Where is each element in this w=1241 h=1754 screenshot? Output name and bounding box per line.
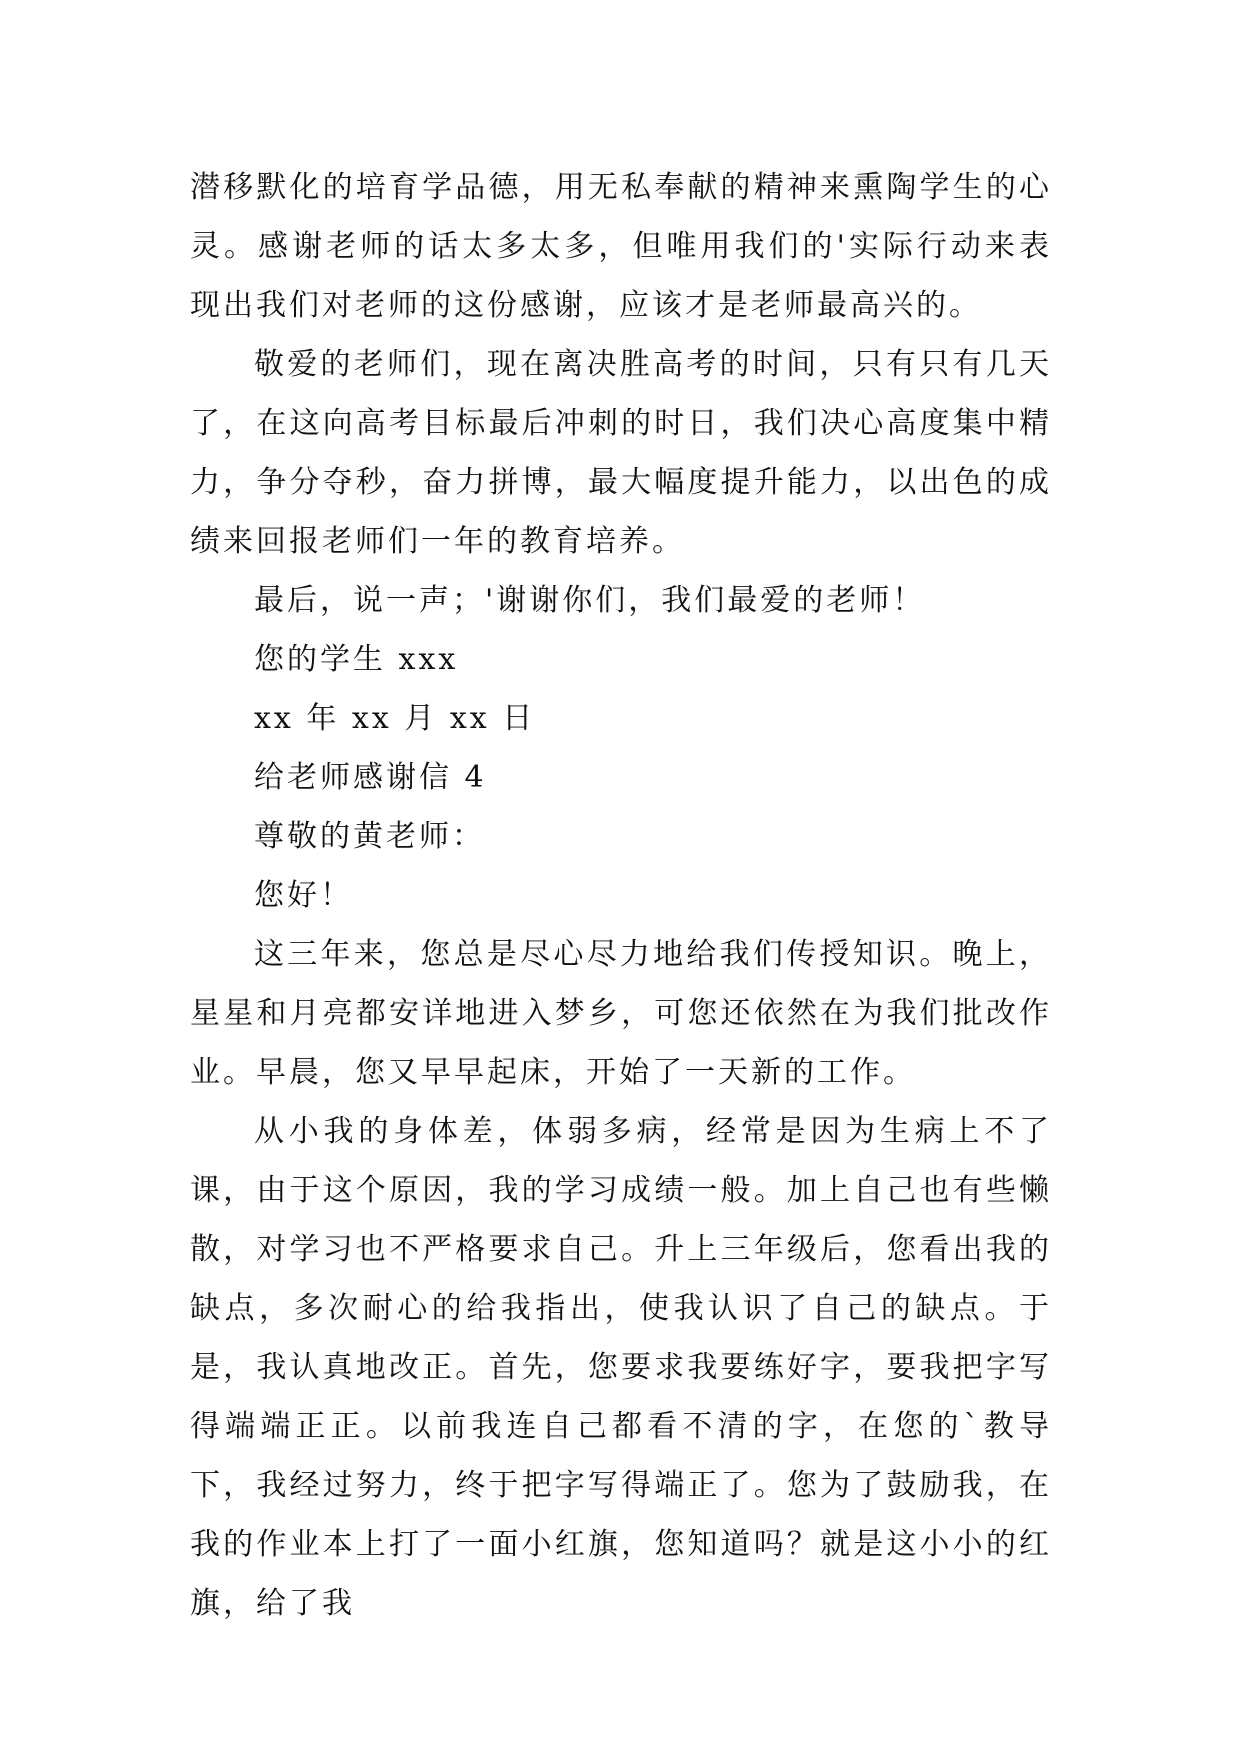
paragraph-exam-resolve: 敬爱的老师们，现在离决胜高考的时间，只有只有几天了，在这向高考目标最后冲刺的时日，我们决心高度集中精力，争分夺秒，奋力拼博，最大幅度提升能力，以出色的成绩来回报老师们一年的教育培养。 <box>190 347 1052 559</box>
letter-title: 给老师感谢信 4 <box>254 760 487 795</box>
letter-body <box>190 158 1052 1633</box>
paragraph-childhood: 从小我的身体差，体弱多病，经常是因为生病上不了课，由于这个原因，我的学习成绩一般。加上自己也有些懒散，对学习也不严格要求自己。升上三年级后，您看出我的缺点，多次耐心的给我指出，使我认识了自己的缺点。于是，我认真地改正。首先，您要求我要练好字，要我把字写得端端正正。以前我连自己都看不清的字，在您的`教导下，我经过努力，终于把字写得端正了。您为了鼓励我，在我的作业本上打了一面小红旗，您知道吗？就是这小小的红旗，给了我 <box>190 1114 1052 1621</box>
paragraph-closing-thanks: 最后，说一声；'谢谢你们，我们最爱的老师！ <box>254 583 926 618</box>
greeting: 您好！ <box>254 878 353 913</box>
salutation: 尊敬的黄老师： <box>254 819 485 854</box>
signature-line: 您的学生 xxx <box>254 642 459 677</box>
paragraph-continuation: 潜移默化的培育学品德，用无私奉献的精神来熏陶学生的心灵。感谢老师的话太多太多，但唯用我们的'实际行动来表现出我们对老师的这份感谢，应该才是老师最高兴的。 <box>190 170 1052 323</box>
paragraph-three-years: 这三年来，您总是尽心尽力地给我们传授知识。晚上，星星和月亮都安详地进入梦乡，可您还依然在为我们批改作业。早晨，您又早早起床，开始了一天新的工作。 <box>190 937 1052 1090</box>
date-line: xx 年 xx 月 xx 日 <box>254 701 536 736</box>
